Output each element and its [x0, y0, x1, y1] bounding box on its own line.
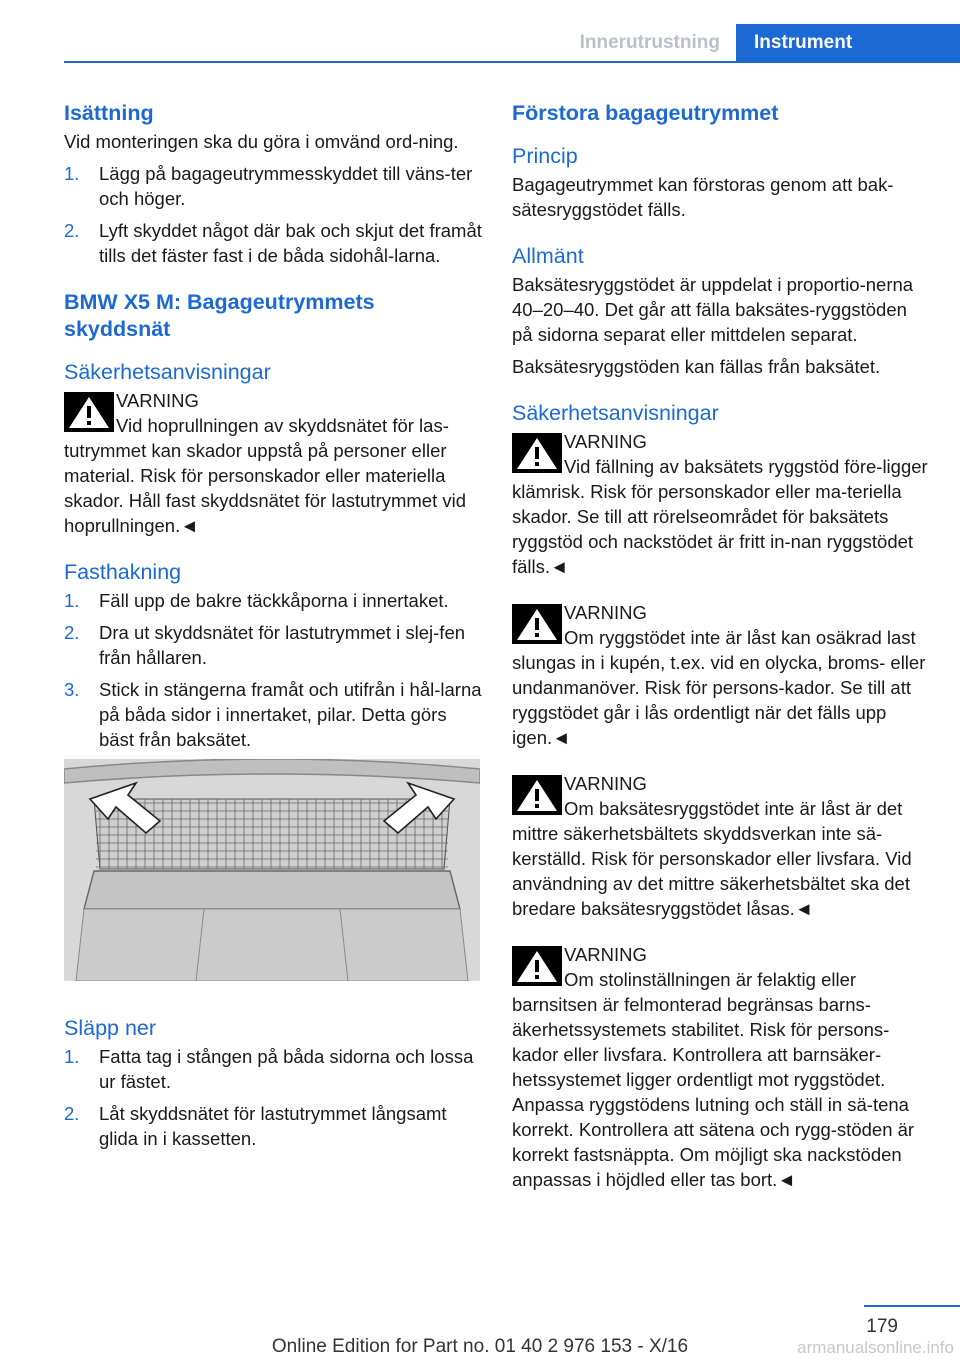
list-item: 2. Dra ut skyddsnätet för lastutrymmet i slej-fen från hållaren. [64, 622, 466, 668]
warning-text: Vid fällning av baksätets ryggstöd före-ligger klämrisk. Risk för personskador eller ma-teriella skador. Se till att rörelseområdet för baksätets ryggstöd och nackstödet är fritt in-nan ryggstödet fälls.◄ [512, 456, 928, 577]
heading-skyddsnat: BMW X5 M: Bagageutrymmets skyddsnät [64, 290, 375, 341]
steps-slapp-ner [64, 1044, 482, 1151]
paragraph: Baksätesryggstödet är uppdelat i proportio-nerna 40–20–40. Det går att fälla baksätes-ryggstöden på sidorna separat eller mittdelen separat. [512, 274, 914, 345]
list-item: 1. Fäll upp de bakre täckkåporna i innertaket. [64, 590, 449, 611]
list-item: 1. Fatta tag i stången på båda sidorna och lossa ur fästet. [64, 1046, 474, 1092]
heading-allmant: Allmänt [512, 244, 584, 268]
warning-block [512, 600, 930, 750]
left-column [64, 100, 482, 1158]
tab-instrument[interactable]: Instrument [736, 24, 960, 62]
warning-icon [512, 604, 562, 644]
warning-text: Vid hoprullningen av skyddsnätet för las-tutrymmet kan skador uppstå på personer eller material. Risk för personskador eller materiella skador. Håll fast skyddsnätet för lastutrymmet vid hoprullningen.◄ [64, 415, 467, 536]
heading-sakerhet: Säkerhetsanvisningar [64, 360, 271, 384]
warning-label: VARNING [564, 773, 647, 794]
edition-note: Online Edition for Part no. 01 40 2 976 153 - X/16 [271, 1336, 689, 1357]
list-item: 1. Lägg på bagageutrymmesskyddet till väns-ter och höger. [64, 163, 473, 209]
page-number: 179 [866, 1316, 898, 1337]
paragraph: Baksätesryggstöden kan fällas från baksätet. [512, 356, 881, 377]
heading-slapp-ner: Släpp ner [64, 1016, 157, 1040]
warning-label: VARNING [564, 431, 647, 452]
warning-icon [512, 946, 562, 986]
paragraph: Vid monteringen ska du göra i omvänd ord-ning. [64, 131, 459, 152]
heading-fasthakning: Fasthakning [64, 560, 182, 584]
warning-icon [512, 775, 562, 815]
heading-forstora: Förstora bagageutrymmet [512, 101, 779, 125]
steps-isattning [64, 161, 482, 268]
warning-block [512, 942, 930, 1192]
warning-text: Om baksätesryggstödet inte är låst är det mittre säkerhetsbältets skyddsverkan inte sä-kerställd. Risk för personskador eller livsfara. Vid användning av det mittre säkerhetsbältet ska det bredare baksätesryggstödet låsas.◄ [512, 798, 912, 919]
warning-icon [64, 392, 114, 432]
paragraph: Bagageutrymmet kan förstoras genom att bak-sätesryggstödet fälls. [512, 174, 894, 220]
right-column [512, 100, 930, 1199]
header-rule [64, 61, 960, 63]
heading-princip: Princip [512, 144, 578, 168]
warning-text: Om ryggstödet inte är låst kan osäkrad last slungas in i kupén, t.ex. vid en olycka, broms- eller undanmanöver. Risk för persons-kador. Se till att ryggstödet går i lås ordentligt när det fälls upp igen.◄ [512, 627, 926, 748]
warning-block [512, 429, 930, 579]
warning-label: VARNING [564, 602, 647, 623]
steps-fasthakning [64, 588, 482, 752]
warning-block [512, 771, 930, 921]
list-item: 3. Stick in stängerna framåt och utifrån i hål-larna på båda sidor i innertaket, pilar. Detta görs bäst från baksätet. [64, 679, 482, 750]
heading-sakerhet-right: Säkerhetsanvisningar [512, 401, 719, 425]
warning-icon [512, 433, 562, 473]
list-item: 2. Låt skyddsnätet för lastutrymmet långsamt glida in i kassetten. [64, 1103, 447, 1149]
footer-rule [864, 1305, 960, 1307]
tab-innerutrustning[interactable]: Innerutrustning [579, 32, 720, 53]
warning-text: Om stolinställningen är felaktig eller barnsitsen är felmonterad begränsas barns-äkerhetssystemets stabilitet. Risk för persons-kador eller livsfara. Kontrollera att barnsäker-hetssystemet ligger ordentligt mot ryggstödet. Anpassa ryggstödens lutning och ställ in sä-tena korrekt. Kontrollera att sätena och rygg-stöden är korrekt fastsnäppta. Om möjligt ska nackstöden anpassas i höjdled eller tas bort.◄ [512, 969, 915, 1190]
warning-label: VARNING [564, 944, 647, 965]
warning-label: VARNING [116, 390, 199, 411]
cargo-net-illustration [64, 759, 480, 981]
heading-isattning: Isättning [64, 101, 154, 125]
watermark: armanualsonline.info [797, 1338, 954, 1357]
warning-block [64, 388, 482, 538]
header-tabs [0, 24, 960, 62]
list-item: 2. Lyft skyddet något där bak och skjut det framåt tills det fäster fast i de båda sidohål-larna. [64, 220, 482, 266]
